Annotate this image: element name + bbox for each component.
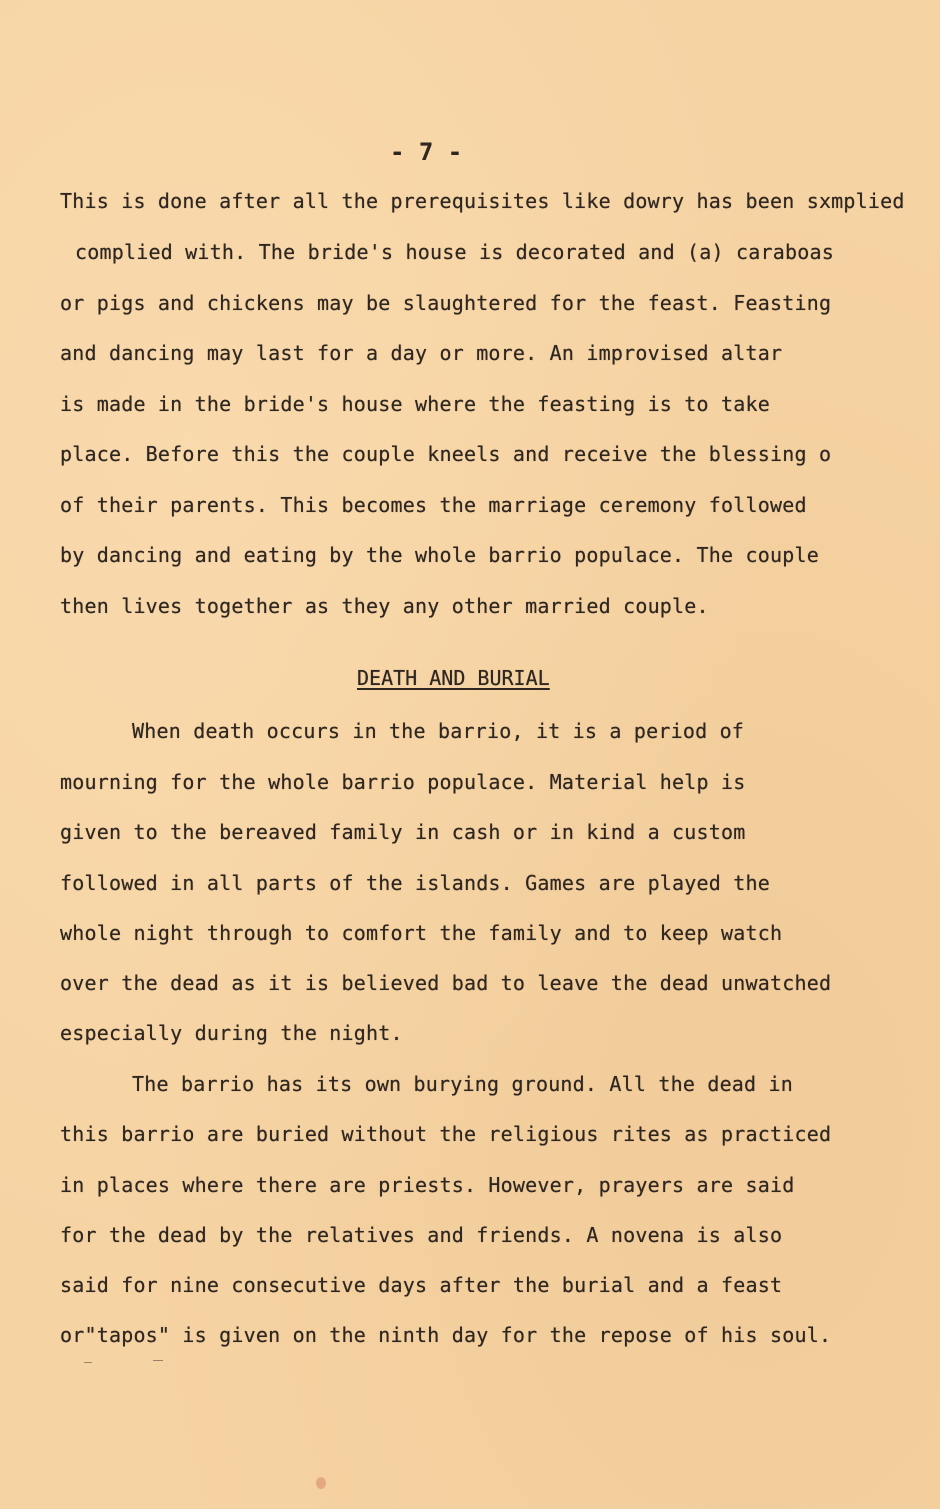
- paragraph-line: When death occurs in the barrio, it is a period of: [132, 719, 745, 743]
- paragraph-line: especially during the night.: [60, 1021, 403, 1045]
- paragraph-line: for the dead by the relatives and friends. A novena is also: [60, 1223, 783, 1247]
- paragraph-line: by dancing and eating by the whole barrio populace. The couple: [60, 543, 819, 567]
- paragraph-line: given to the bereaved family in cash or in kind a custom: [60, 820, 746, 844]
- paragraph-line: followed in all parts of the islands. Games are played the: [60, 871, 770, 895]
- paragraph-line: place. Before this the couple kneels and receive the blessing o: [60, 442, 832, 466]
- paragraph-line: over the dead as it is believed bad to leave the dead unwatched: [60, 971, 832, 995]
- paragraph-line: This is done after all the prerequisites like dowry has been sxmplied: [60, 189, 905, 213]
- paragraph-line: mourning for the whole barrio populace. Material help is: [60, 770, 746, 794]
- stray-mark: [153, 1360, 163, 1361]
- paragraph-line: whole night through to comfort the family and to keep watch: [60, 921, 783, 945]
- paragraph-line: complied with. The bride's house is decorated and (a) caraboas: [75, 240, 834, 264]
- paragraph-line: this barrio are buried without the religious rites as practiced: [60, 1122, 832, 1146]
- paragraph-line: and dancing may last for a day or more. An improvised altar: [60, 341, 783, 365]
- paragraph-line: or pigs and chickens may be slaughtered for the feast. Feasting: [60, 291, 832, 315]
- paragraph-line: said for nine consecutive days after the burial and a feast: [60, 1273, 783, 1297]
- section-heading: DEATH AND BURIAL: [357, 666, 550, 690]
- paragraph-line: in places where there are priests. However, prayers are said: [60, 1173, 795, 1197]
- stray-mark: [84, 1362, 92, 1363]
- paragraph-line: then lives together as they any other married couple.: [60, 594, 709, 618]
- paragraph-line: The barrio has its own burying ground. All the dead in: [132, 1072, 794, 1096]
- paragraph-line: is made in the bride's house where the feasting is to take: [60, 392, 770, 416]
- page-number: - 7 -: [390, 138, 463, 166]
- paragraph-line: or"tapos" is given on the ninth day for the repose of his soul.: [60, 1323, 832, 1347]
- ink-smudge: [316, 1477, 326, 1489]
- paragraph-line: of their parents. This becomes the marriage ceremony followed: [60, 493, 807, 517]
